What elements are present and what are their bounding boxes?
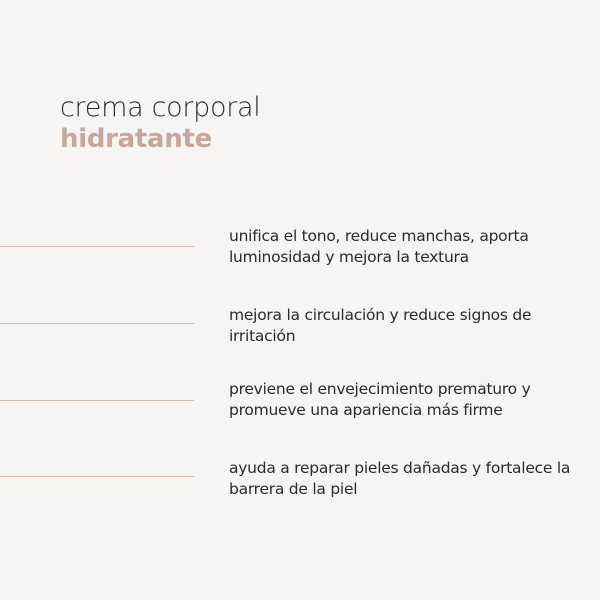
benefit-text: mejora la circulación y reduce signos de irritación bbox=[229, 306, 532, 345]
title-line-2-highlight: hidratante bbox=[60, 124, 212, 154]
benefit-divider bbox=[0, 400, 194, 401]
title-line-1: crema corporal bbox=[60, 92, 261, 123]
benefit-text: unifica el tono, reduce manchas, aporta luminosidad y mejora la textura bbox=[229, 227, 529, 266]
benefit-text: ayuda a reparar pieles dañadas y fortalece la barrera de la piel bbox=[229, 459, 571, 498]
benefit-text: previene el envejecimiento prematuro y promueve una apariencia más firme bbox=[229, 380, 531, 419]
benefit-divider bbox=[0, 476, 194, 477]
benefit-divider bbox=[0, 323, 194, 324]
benefit-divider bbox=[0, 246, 194, 247]
